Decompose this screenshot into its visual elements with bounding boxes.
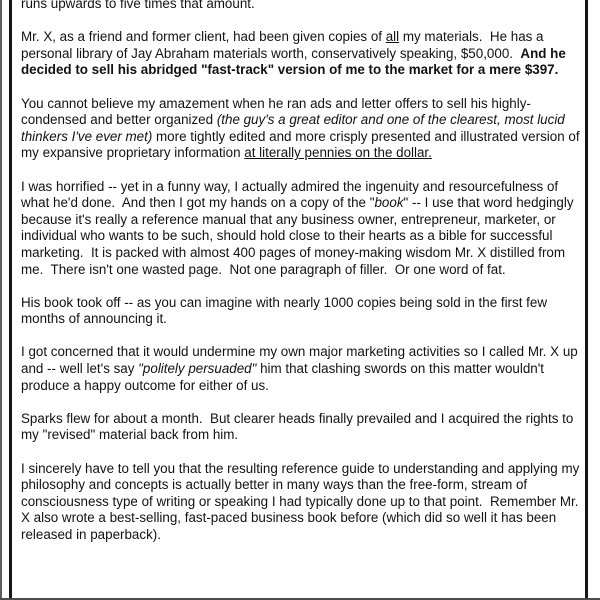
text-segment-italic: "politely persuaded" [138, 361, 257, 377]
screen-edge-left [0, 0, 2, 600]
text-segment-normal: I was horrified -- yet in a funny way, I actually admired the ingenuity and resourcefulness of what he'd done. And then I got my hands on a copy of the " [21, 178, 562, 211]
text-segment-normal: His book took off -- as you can imagine with nearly 1000 copies being sold in the first few months of announcing it. [21, 294, 551, 327]
page-text [21, 0, 582, 560]
text-segment-normal: Sparks flew for about a month. But clearer heads finally prevailed and I acquired the rights to my "revised" material back from him. [21, 410, 578, 443]
paragraph [21, 295, 582, 328]
text-segment-normal: him that clashing swords on this matter wouldn't produce a happy outcome for either of us. [21, 361, 548, 393]
paragraph [21, 344, 582, 394]
text-segment-normal: my materials. He has a personal library of Jay Abraham materials worth, conservatively speaking, $50,000. [21, 29, 548, 61]
paragraph [21, 0, 582, 13]
paragraph [21, 179, 582, 279]
text-segment-italic: book [374, 195, 404, 211]
paragraph [21, 29, 582, 79]
text-segment-normal: You cannot believe my amazement when he ran ads and letter offers to sell his highly-condensed and better organized [21, 95, 531, 128]
text-segment-normal: runs upwards to five times that amount. [21, 0, 255, 11]
paragraph [21, 461, 582, 544]
text-segment-normal: " -- I use that word hedgingly because it's really a reference manual that any business owner, entrepreneur, marketer, or individual who wants to be such, should hold close to their hearts as a bible for successful marketing. It is packed with almost 400 pages of money-making wisdom Mr. X distilled from me. There isn't one wasted page. Not one paragraph of filler. Or one word of fat. [21, 195, 578, 277]
text-segment-normal: I sincerely have to tell you that the resulting reference guide to understanding and applying my philosophy and concepts is actually better in many ways than the free-form, stream of consciousness type of writing or speaking I had typically done up to that point. Remember Mr. X also wrote a best-selling, fast-paced business book before (which did so well it has been released in paperback). [21, 460, 584, 542]
text-segment-normal: Mr. X, as a friend and former client, had been given copies of [21, 29, 386, 45]
page-border-left [9, 0, 12, 600]
paragraph [21, 411, 582, 444]
text-segment-normal: more tightly edited and more crisply presented and illustrated version of my expansive proprietary information [21, 128, 584, 161]
text-segment-normal: I got concerned that it would undermine my own major marketing activities so I called Mr. X up and -- well let's say [21, 344, 582, 377]
text-segment-underline: at literally pennies on the dollar. [244, 145, 432, 161]
page-border-right [585, 0, 588, 600]
text-segment-italic: (the guy's a great editor and one of the clearest, most lucid thinkers I've ever met) [21, 112, 569, 144]
text-segment-bold: And he decided to sell his abridged "fast-track" version of me to the market for a mere $397. [21, 45, 570, 78]
text-segment-underline: all [385, 29, 400, 45]
paragraph [21, 96, 582, 162]
